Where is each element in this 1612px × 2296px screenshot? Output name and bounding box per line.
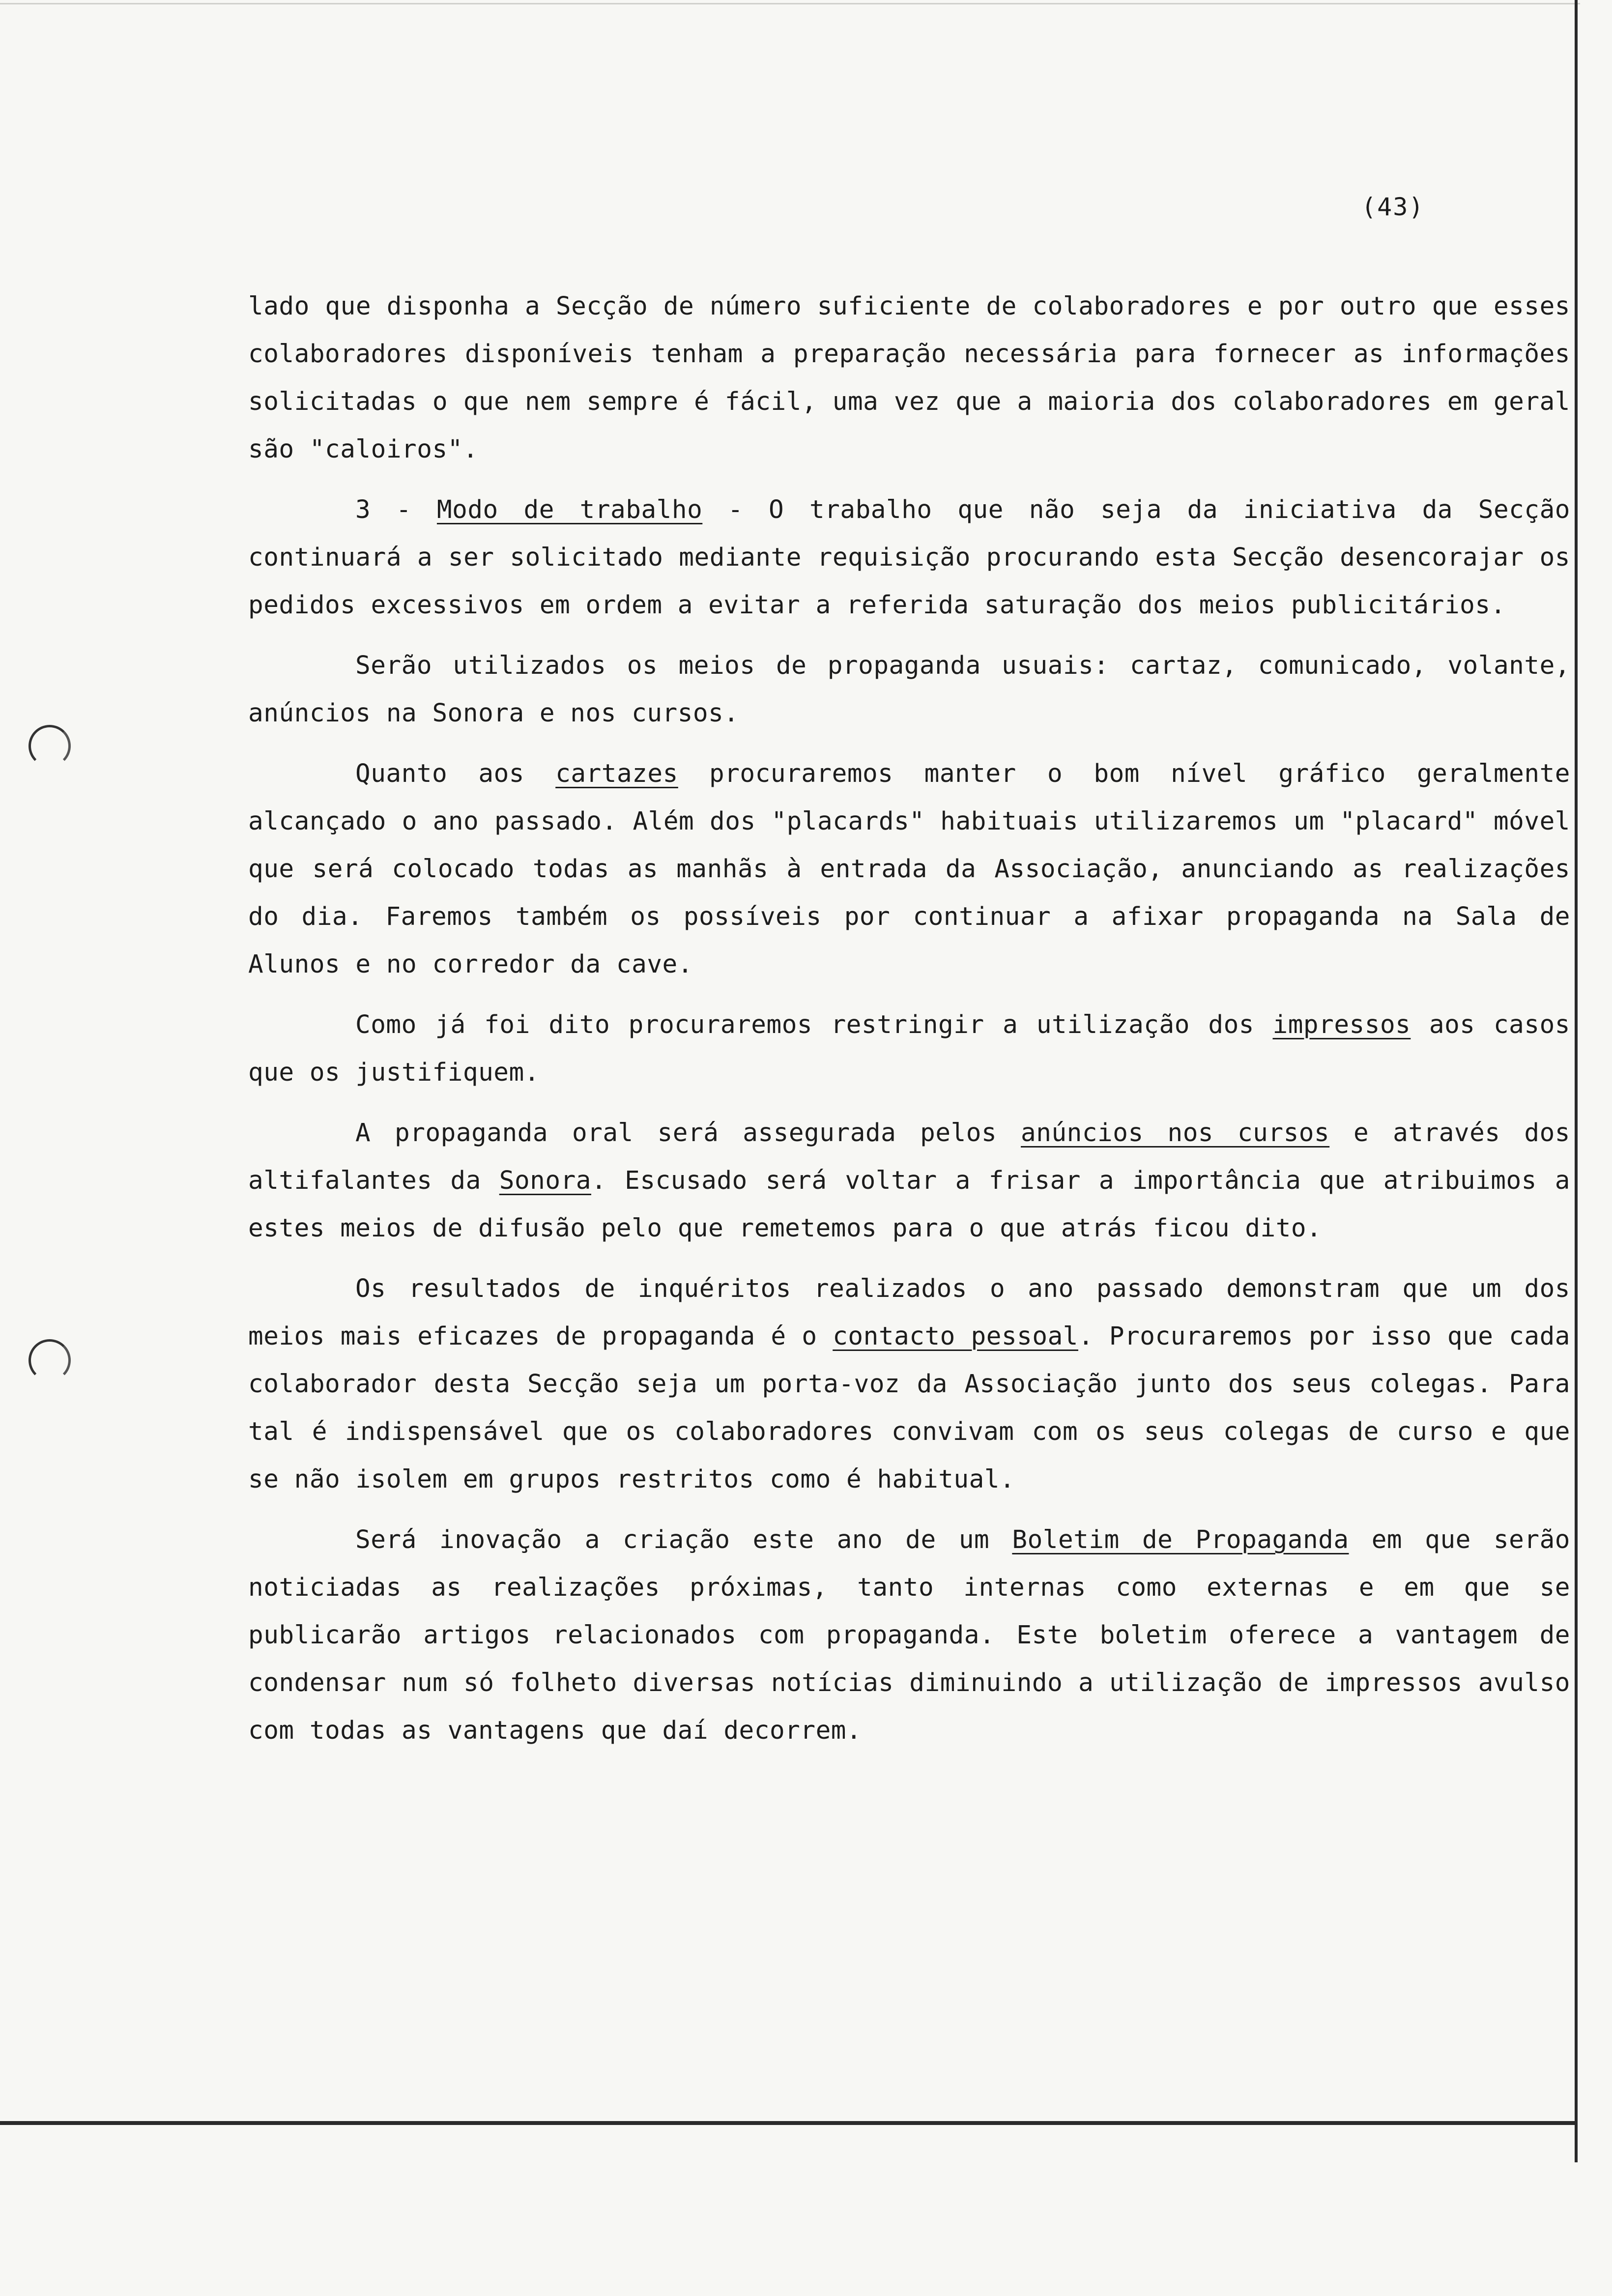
page-number: (43) bbox=[1361, 193, 1425, 221]
page-bottom-edge bbox=[0, 2121, 1578, 2125]
page-right-edge bbox=[1575, 0, 1578, 2162]
punch-hole-icon bbox=[29, 725, 71, 767]
paragraph-text: e através dos altifalantes da bbox=[248, 1119, 1570, 1195]
paragraph-boletim bbox=[248, 1516, 1570, 1754]
page-top-edge bbox=[0, 3, 1580, 4]
paragraph-text: . Procuraremos por isso que cada colaborador desta Secção seja um porta-voz da Associação junto dos seus colegas. Para tal é indispensável que os colaboradores convivam com os seus colegas de curso e que se não isolem em grupos restritos como é habitual. bbox=[248, 1322, 1570, 1494]
paragraph-meios-usuais bbox=[248, 642, 1570, 737]
paragraph-text: aos casos que os justifiquem. bbox=[248, 1010, 1570, 1087]
paragraph-impressos bbox=[248, 1001, 1570, 1096]
paragraph-text: Quanto aos bbox=[355, 759, 556, 788]
underlined-term: Sonora bbox=[499, 1166, 591, 1195]
paragraph-cartazes bbox=[248, 750, 1570, 988]
underlined-term: impressos bbox=[1272, 1010, 1411, 1039]
paragraph-text: Serão utilizados os meios de propaganda usuais: cartaz, comunicado, volante, anúncios na Sonora e nos cursos. bbox=[248, 651, 1570, 728]
paragraph-text: A propaganda oral será assegurada pelos bbox=[355, 1119, 1021, 1148]
underlined-term: Modo de trabalho bbox=[436, 495, 703, 524]
punch-hole-icon bbox=[29, 1339, 71, 1381]
paragraph-text: lado que disponha a Secção de número suficiente de colaboradores e por outro que esses colaboradores disponíveis tenham a preparação necessária para fornecer as informações solicitadas o que nem sempre é fácil, uma vez que a maioria dos colaboradores em geral são "caloiros". bbox=[248, 292, 1570, 464]
paragraph-text: em que serão noticiadas as realizações próximas, tanto internas como externas e em que se publicarão artigos relacionados com propaganda. Este boletim oferece a vantagem de condensar num só folheto diversas notícias diminuindo a utilização de impressos avulso com todas as vantagens que daí decorrem. bbox=[248, 1525, 1571, 1745]
paragraph-contacto-pessoal bbox=[248, 1265, 1570, 1503]
paragraph-modo-de-trabalho bbox=[248, 486, 1570, 629]
paragraph-intro-continued bbox=[248, 283, 1570, 473]
underlined-term: anúncios nos cursos bbox=[1021, 1119, 1330, 1148]
paragraph-propaganda-oral bbox=[248, 1109, 1570, 1252]
document-body bbox=[248, 283, 1570, 1754]
underlined-term: contacto pessoal bbox=[833, 1322, 1078, 1351]
paragraph-text: - O trabalho que não seja da iniciativa da Secção continuará a ser solicitado mediante requisição procurando esta Secção desencorajar os pedidos excessivos em ordem a evitar a referida saturação dos meios publicitários. bbox=[248, 495, 1570, 620]
underlined-term: cartazes bbox=[555, 759, 678, 788]
underlined-term: Boletim de Propaganda bbox=[1012, 1525, 1349, 1554]
paragraph-text: procuraremos manter o bom nível gráfico geralmente alcançado o ano passado. Além dos "placards" habituais utilizaremos um "placard" móvel que será colocado todas as manhãs à entrada da Associação, anunciando as realizações do dia. Faremos também os possíveis por continuar a afixar propaganda na Sala de Alunos e no corredor da cave. bbox=[248, 759, 1570, 979]
paragraph-text: . Escusado será voltar a frisar a importância que atribuimos a estes meios de difusão pelo que remetemos para o que atrás ficou dito. bbox=[248, 1166, 1570, 1243]
paragraph-text: 3 - bbox=[355, 495, 437, 524]
paragraph-text: Os resultados de inquéritos realizados o ano passado demonstram que um dos meios mais eficazes de propaganda é o bbox=[248, 1274, 1570, 1351]
paragraph-text: Como já foi dito procuraremos restringir a utilização dos bbox=[355, 1010, 1273, 1039]
paragraph-text: Será inovação a criação este ano de um bbox=[355, 1525, 1012, 1554]
